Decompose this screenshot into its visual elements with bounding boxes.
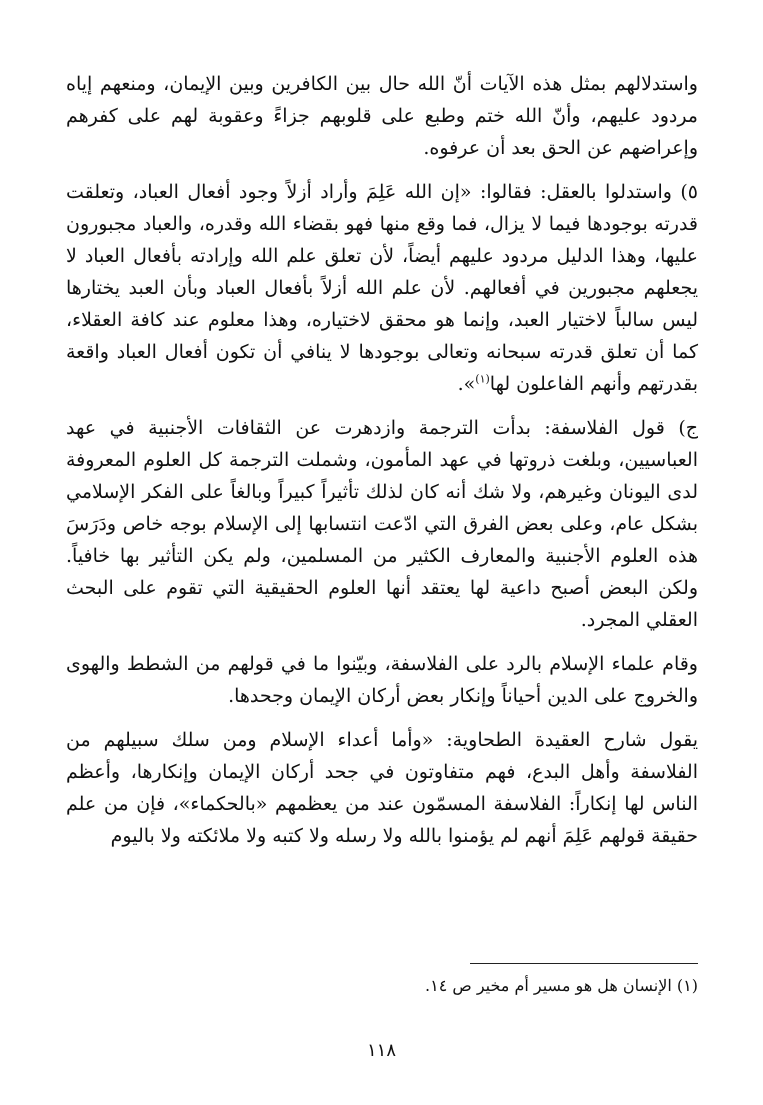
page-number: ١١٨ (366, 1040, 396, 1061)
paragraph-5: يقول شارح العقيدة الطحاوية: «وأما أعداء الإسلام ومن سلك سبيلهم من الفلاسفة وأهل البدع، فهم متفاوتون في جحد أركان الإيمان وإنكارها، وأعظم الناس لها إنكاراً: الفلاسفة المسمّون عند من يعظمهم «بالحكماء»، فإن من علم حقيقة قولهم عَلِمَ أنهم لم يؤمنوا بالله ولا رسله ولا كتبه ولا ملائكته ولا باليوم (66, 729, 698, 847)
footnote-reference[interactable]: (١) (475, 372, 490, 386)
main-text (66, 68, 698, 864)
paragraph-4: وقام علماء الإسلام بالرد على الفلاسفة، وبيّنوا ما في قولهم من الشطط والهوى والخروج على الدين أحياناً وإنكار بعض أركان الإيمان وجحدها. (66, 653, 698, 707)
paragraph-2-closing: ». (457, 373, 476, 395)
paragraph-2 (66, 176, 698, 400)
paragraph-2-text: ٥) واستدلوا بالعقل: فقالوا: «إن الله عَلِمَ وأراد أزلاً وجود أفعال العباد، وتعلقت قدرته بوجودها فيما لا يزال، فما وقع منها فهو بقضاء الله وقدره، والعباد مجبورون عليها، وهذا الدليل مردود عليهم أيضاً، لأن تعلق علم الله وإرادته بأفعال العباد لا يجعلهم مجبورين في أفعالهم. لأن علم الله أزلاً بأفعال العباد وبأن العبد يختارها ليس سالباً لاختيار العبد، وإنما هو محقق لاختياره، وهذا معلوم عند كافة العقلاء، كما أن تعلق قدرته سبحانه وتعالى بوجودها لا ينافي أن تكون أفعال العباد واقعة بقدرتهم وأنهم الفاعلون لها (66, 181, 698, 395)
footnote-divider (470, 963, 698, 964)
paragraph-1: واستدلالهم بمثل هذه الآيات أنّ الله حال بين الكافرين وبين الإيمان، ومنعهم إياه مردود عليهم، وأنّ الله ختم وطبع على قلوبهم جزاءً وعقوبة لهم على كفرهم وإعراضهم عن الحق بعد أن عرفوه. (66, 73, 698, 159)
paragraph-3: ج) قول الفلاسفة: بدأت الترجمة وازدهرت عن الثقافات الأجنبية في عهد العباسيين، وبلغت ذروتها في عهد المأمون، وشملت الترجمة كل العلوم المعروفة لدى اليونان وغيرهم، ولا شك أنه كان لذلك تأثيراً كبيراً وبالغاً على الفكر الإسلامي بشكل عام، وعلى بعض الفرق التي ادّعت انتسابها إلى الإسلام بوجه خاص ودَرَسَ هذه العلوم الأجنبية والمعارف الكثير من المسلمين، ولم يكن التأثير بها خافياً. ولكن البعض أصبح داعية لها يعتقد أنها العلوم الحقيقية التي تقوم على البحث العقلي المجرد. (66, 417, 698, 631)
footnote: (١) الإنسان هل هو مسير أم مخير ص ١٤. (425, 976, 698, 995)
